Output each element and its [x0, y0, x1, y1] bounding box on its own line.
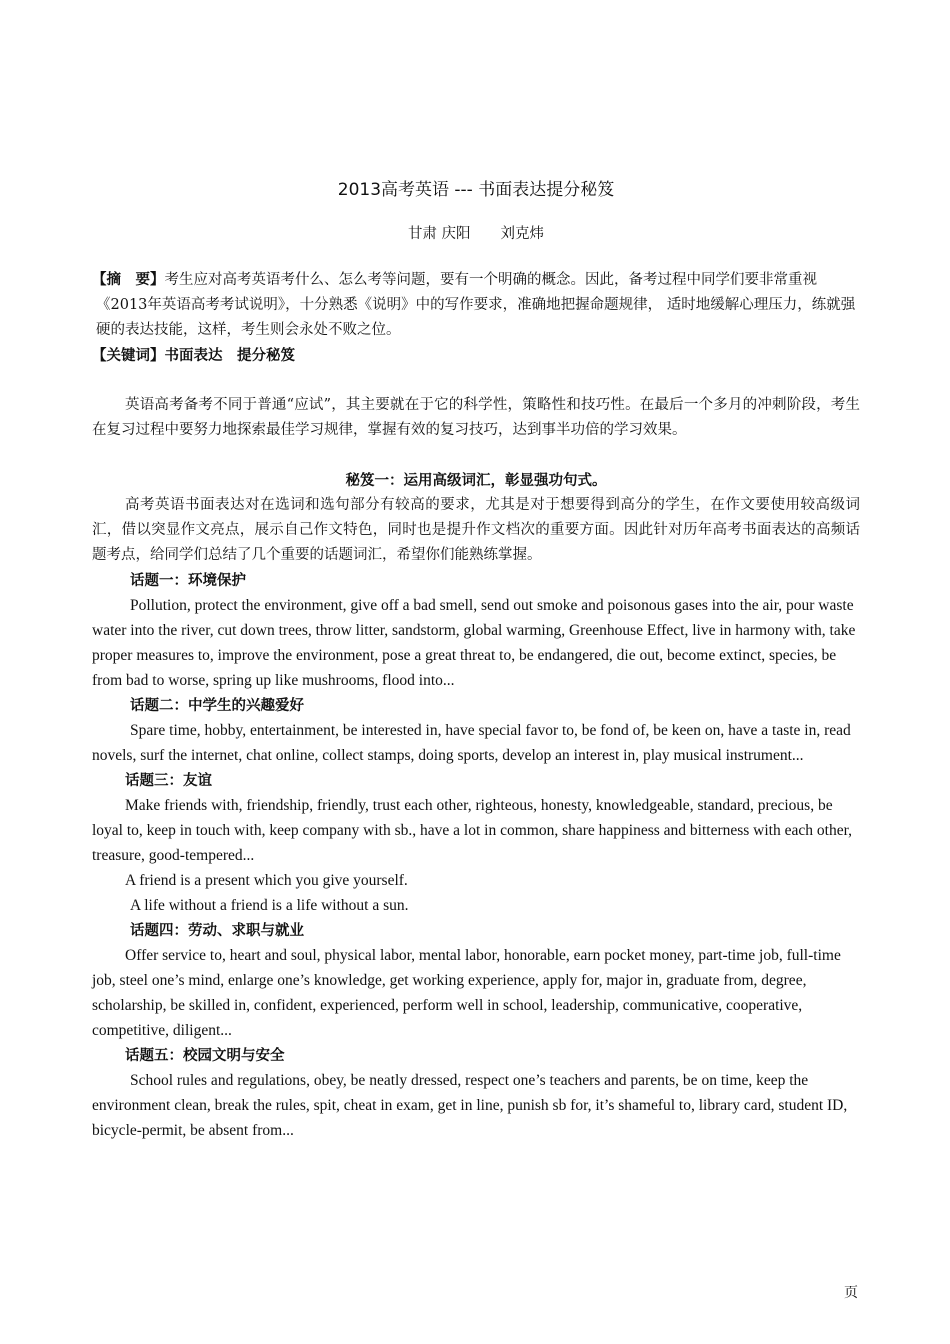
topic-heading-1: 话题一：环境保护 [130, 572, 246, 589]
author-name: 刘克炜 [500, 226, 545, 242]
topic-quote-2: A life without a friend is a life without a sun. [130, 897, 409, 914]
topic-heading-5: 话题五：校园文明与安全 [125, 1047, 285, 1064]
page-footer: 页 [844, 1285, 858, 1301]
abstract-label: 【摘 要】 [92, 271, 165, 288]
topic-quote-1: A friend is a present which you give yourself. [125, 872, 408, 889]
abstract-text: 考生应对高考英语考什么、怎么考等问题，要有一个明确的概念。因此，备考过程中同学们要非常重视《2013年英语高考考试说明》，十分熟悉《说明》中的写作要求，准确地把握命题规律， 适时地缓解心理压力，练就强硬的表达技能，这样，考生则会永处不败之位。 [96, 272, 856, 338]
section-heading: 秘笈一：运用高级词汇，彰显强功句式。 [345, 472, 607, 489]
topic-heading-4: 话题四：劳动、求职与就业 [130, 922, 304, 939]
abstract [92, 267, 860, 343]
topic-vocab-5: School rules and regulations, obey, be neatly dressed, respect one’s teachers and parents, be on time, keep the environment clean, break the rules, spit, cheat in exam, get in line, punish sb for, it’s shameful to, library card, student ID, bicycle-permit, be absent from... [92, 1072, 848, 1139]
section-body: 高考英语书面表达对在选词和选句部分有较高的要求，尤其是对于想要得到高分的学生，在作文要使用较高级词汇，借以突显作文亮点，展示自己作文特色，同时也是提升作文档次的重要方面。因此针对历年高考书面表达的高频话题考点，给同学们总结了几个重要的话题词汇，希望你们能熟练掌握。 [92, 497, 860, 563]
document-page [92, 175, 860, 1143]
author-location: 甘肃 庆阳 [407, 226, 471, 242]
topic-vocab-4: Offer service to, heart and soul, physical labor, mental labor, honorable, earn pocket money, part-time job, full-time job, steel one’s mind, enlarge one’s knowledge, get working experience, apply for, major in, graduate from, degree, scholarship, be skilled in, confident, experienced, perform well in school, leadership, communicative, cooperative, competitive, diligent... [92, 947, 841, 1039]
document-title: 2013高考英语 --- 书面表达提分秘笈 [337, 180, 615, 200]
topic-vocab-3: Make friends with, friendship, friendly, trust each other, righteous, honesty, knowledgeable, standard, precious, be loyal to, keep in touch with, keep company with sb., have a lot in common, share happiness and bitterness with each other, treasure, good-tempered... [92, 797, 852, 864]
keywords [92, 343, 860, 368]
topic-vocab-2: Spare time, hobby, entertainment, be interested in, have special favor to, be fond of, be keen on, have a taste in, read novels, surf the internet, chat online, collect stamps, doing sports, develop an interest in, play musical instrument... [92, 722, 851, 764]
intro-paragraph: 英语高考备考不同于普通“应试”，其主要就在于它的科学性，策略性和技巧性。在最后一个多月的冲刺阶段，考生在复习过程中要努力地探索最佳学习规律，掌握有效的复习技巧，达到事半功倍的学习效果。 [92, 397, 860, 438]
topic-heading-2: 话题二：中学生的兴趣爱好 [130, 697, 304, 714]
keywords-text: 书面表达 提分秘笈 [164, 347, 295, 364]
author-line [92, 222, 860, 243]
keywords-label: 【关键词】 [92, 347, 165, 364]
topic-vocab-1: Pollution, protect the environment, give off a bad smell, send out smoke and poisonous gases into the air, pour waste water into the river, cut down trees, throw litter, sandstorm, global warming, Greenhouse Effect, live in harmony with, take proper measures to, improve the environment, pose a great threat to, be endangered, die out, become extinct, species, be from bad to worse, spring up like mushrooms, flood into... [92, 597, 856, 689]
topic-heading-3: 话题三：友谊 [125, 772, 212, 789]
